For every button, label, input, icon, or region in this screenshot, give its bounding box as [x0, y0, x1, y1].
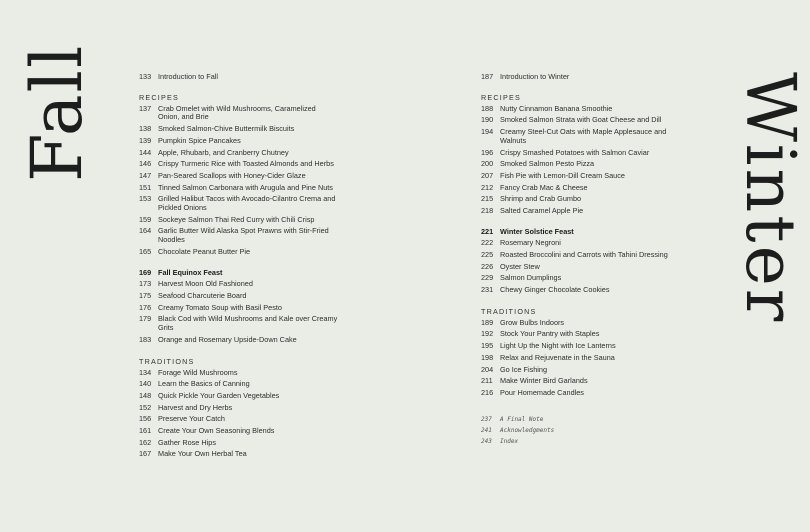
list-item[interactable]	[481, 149, 681, 158]
list-item[interactable]	[139, 216, 339, 225]
list-item[interactable]	[139, 404, 339, 413]
entry-title: Grow Bulbs Indoors	[500, 317, 565, 327]
list-item[interactable]	[481, 160, 681, 169]
page-number: 241	[481, 426, 492, 434]
page-number: 237	[481, 415, 492, 423]
entry-title: Creamy Steel-Cut Oats with Maple Applesauce and Walnuts	[500, 127, 667, 145]
list-item[interactable]	[139, 125, 339, 134]
page-number: 216	[481, 387, 494, 397]
entry-title: Harvest Moon Old Fashioned	[158, 279, 253, 289]
feast-entry[interactable]: 169 Fall Equinox Feast	[139, 267, 223, 277]
entry-title: Smoked Salmon Strata with Goat Cheese and Dill	[500, 115, 662, 125]
list-item[interactable]	[139, 369, 339, 378]
list-item[interactable]	[139, 439, 339, 448]
page-number: 151	[139, 182, 152, 192]
entry-title: Forage Wild Mushrooms	[158, 367, 238, 377]
page-number: 226	[481, 261, 494, 271]
page-number: 165	[139, 246, 152, 256]
list-item[interactable]	[139, 227, 339, 245]
list-item[interactable]	[139, 380, 339, 389]
page-number: 140	[139, 379, 152, 389]
fall-contents	[139, 73, 339, 462]
entry-title: Acknowledgments	[500, 426, 555, 434]
entry-title: Pumpkin Spice Pancakes	[158, 135, 241, 145]
entry-title: Chocolate Peanut Butter Pie	[158, 246, 251, 256]
list-item[interactable]	[481, 319, 681, 328]
list-item[interactable]	[139, 315, 339, 333]
page-number: 176	[139, 302, 152, 312]
list-item[interactable]	[481, 377, 681, 386]
page-number: 243	[481, 437, 492, 445]
entry-title: Orange and Rosemary Upside-Down Cake	[158, 334, 297, 344]
list-item[interactable]	[481, 251, 681, 260]
entry-title: Tinned Salmon Carbonara with Arugula and Pine Nuts	[158, 182, 333, 192]
page-number: 159	[139, 214, 152, 224]
recipes-heading: RECIPES	[481, 92, 521, 102]
page-number: 195	[481, 341, 494, 351]
list-item[interactable]	[481, 239, 681, 248]
page-number: 194	[481, 127, 494, 137]
page-number: 222	[481, 238, 494, 248]
entry-title: Crab Omelet with Wild Mushrooms, Caramelized Onion, and Brie	[158, 103, 316, 122]
list-item[interactable]	[481, 128, 681, 146]
entry-title: Rosemary Negroni	[500, 238, 561, 248]
section-title-fall: Fall	[16, 43, 98, 182]
list-item[interactable]	[139, 172, 339, 181]
page-number: 139	[139, 135, 152, 145]
page-number: 148	[139, 390, 152, 400]
page-number: 144	[139, 147, 152, 157]
list-item[interactable]	[481, 354, 681, 363]
list-item[interactable]	[139, 336, 339, 345]
entry-title: Index	[500, 437, 519, 445]
backmatter-list	[481, 416, 681, 446]
list-item[interactable]	[139, 160, 339, 169]
recipe-list	[481, 105, 681, 216]
page-number: 175	[139, 291, 152, 301]
page-number: 188	[481, 103, 494, 113]
entry-title: Make Winter Bird Garlands	[500, 376, 588, 386]
list-item[interactable]	[481, 274, 681, 283]
entry-title: Harvest and Dry Herbs	[158, 402, 233, 412]
page-number: 134	[139, 367, 152, 377]
intro-entry[interactable]: 133 Introduction to Fall	[139, 72, 219, 81]
entry-title: Apple, Rhubarb, and Cranberry Chutney	[158, 147, 289, 157]
entry-title: Go Ice Fishing	[500, 364, 548, 374]
list-item[interactable]	[139, 450, 339, 459]
traditions-list	[481, 319, 681, 398]
winter-contents	[481, 73, 681, 449]
page-number: 204	[481, 364, 494, 374]
page-number: 161	[139, 426, 152, 435]
list-item[interactable]	[481, 263, 681, 272]
list-item[interactable]	[481, 207, 681, 216]
entry-title: Make Your Own Herbal Tea	[158, 449, 247, 459]
entry-title: Oyster Stew	[500, 261, 540, 271]
page-number: 189	[481, 317, 494, 327]
page-number: 146	[139, 159, 152, 169]
entry-title: Preserve Your Catch	[158, 414, 225, 424]
entry-title: Pour Homemade Candles	[500, 387, 584, 397]
page-number: 215	[481, 194, 494, 204]
entry-title: Smoked Salmon-Chive Buttermilk Biscuits	[158, 124, 295, 134]
entry-title: Crispy Smashed Potatoes with Salmon Caviar	[500, 147, 650, 157]
list-item[interactable]	[481, 416, 681, 424]
list-item[interactable]	[139, 137, 339, 146]
page-number: 198	[481, 352, 494, 362]
recipes-heading: RECIPES	[139, 92, 179, 102]
page-number: 183	[139, 334, 152, 344]
entry-title: Sockeye Salmon Thai Red Curry with Chili Crisp	[158, 214, 315, 224]
page-number: 173	[139, 279, 152, 289]
list-item[interactable]	[139, 280, 339, 289]
entry-title: Fancy Crab Mac & Cheese	[500, 182, 588, 192]
entry-title: Garlic Butter Wild Alaska Spot Prawns with Stir-Fried Noodles	[158, 226, 329, 245]
section-title-winter: Winter	[730, 72, 809, 325]
entry-title: A Final Note	[500, 415, 544, 423]
list-item[interactable]	[481, 427, 681, 435]
page-number: 152	[139, 402, 152, 412]
list-item[interactable]	[481, 172, 681, 181]
entry-title: Quick Pickle Your Garden Vegetables	[158, 390, 280, 400]
list-item[interactable]	[481, 184, 681, 193]
list-item[interactable]	[139, 149, 339, 158]
list-item[interactable]	[481, 342, 681, 351]
list-item[interactable]	[481, 286, 681, 295]
feast-list	[139, 280, 339, 344]
page-number: 212	[481, 182, 494, 192]
list-item[interactable]	[139, 195, 339, 213]
page-number: 211	[481, 376, 493, 386]
list-item[interactable]	[139, 248, 339, 257]
page-number: 200	[481, 159, 494, 169]
entry-title: Salmon Dumplings	[500, 273, 562, 283]
page-number: 138	[139, 124, 152, 134]
page-number: 153	[139, 194, 152, 204]
list-item[interactable]	[481, 438, 681, 446]
list-item[interactable]	[139, 415, 339, 424]
entry-title: Smoked Salmon Pesto Pizza	[500, 159, 595, 169]
page-number: 231	[481, 285, 494, 295]
list-item[interactable]	[481, 366, 681, 375]
list-item[interactable]	[139, 427, 339, 436]
page-number: 218	[481, 205, 494, 215]
page-number: 192	[481, 329, 494, 339]
entry-title: Relax and Rejuvenate in the Sauna	[500, 352, 615, 362]
page-number: 179	[139, 314, 152, 324]
entry-title: Stock Your Pantry with Staples	[500, 329, 600, 339]
page-number: 156	[139, 414, 152, 424]
entry-title: Roasted Broccolini and Carrots with Tahini Dressing	[500, 250, 668, 260]
entry-title: Crispy Turmeric Rice with Toasted Almonds and Herbs	[158, 159, 334, 169]
page-number: 196	[481, 147, 494, 157]
list-item[interactable]	[481, 389, 681, 398]
page-number: 164	[139, 226, 152, 236]
feast-entry[interactable]: 221 Winter Solstice Feast	[481, 226, 574, 236]
entry-title: Create Your Own Seasoning Blends	[158, 426, 275, 435]
list-item[interactable]	[139, 392, 339, 401]
entry-title: Fish Pie with Lemon-Dill Cream Sauce	[500, 170, 625, 180]
page-number: 162	[139, 437, 152, 447]
list-item[interactable]	[139, 105, 339, 123]
traditions-heading: TRADITIONS	[481, 306, 537, 316]
feast-list	[481, 239, 681, 295]
page-number: 225	[481, 250, 494, 260]
entry-title: Black Cod with Wild Mushrooms and Kale over Creamy Grits	[158, 314, 338, 333]
list-item[interactable]	[481, 195, 681, 204]
entry-title: Gather Rose Hips	[158, 437, 216, 447]
page-number: 229	[481, 273, 494, 283]
entry-title: Nutty Cinnamon Banana Smoothie	[500, 103, 613, 113]
page-number: 137	[139, 103, 152, 113]
traditions-list	[139, 369, 339, 460]
list-item[interactable]	[139, 304, 339, 313]
intro-entry[interactable]: 187 Introduction to Winter	[481, 72, 570, 81]
entry-title: Pan-Seared Scallops with Honey-Cider Glaze	[158, 170, 306, 180]
list-item[interactable]	[481, 116, 681, 125]
entry-title: Chewy Ginger Chocolate Cookies	[500, 285, 610, 295]
page-number: 167	[139, 449, 152, 459]
list-item[interactable]	[139, 292, 339, 301]
entry-title: Light Up the Night with Ice Lanterns	[500, 341, 616, 351]
list-item[interactable]	[139, 184, 339, 193]
page-number: 190	[481, 115, 494, 125]
list-item[interactable]	[481, 330, 681, 339]
entry-title: Salted Caramel Apple Pie	[500, 205, 584, 215]
page-number: 207	[481, 170, 494, 180]
recipe-list	[139, 105, 339, 257]
entry-title: Grilled Halibut Tacos with Avocado-Cilantro Crema and Pickled Onions	[158, 194, 336, 213]
entry-title: Creamy Tomato Soup with Basil Pesto	[158, 302, 282, 312]
entry-title: Shrimp and Crab Gumbo	[500, 194, 582, 204]
entry-title: Learn the Basics of Canning	[158, 379, 250, 389]
list-item[interactable]	[481, 105, 681, 114]
traditions-heading: TRADITIONS	[139, 356, 195, 366]
entry-title: Seafood Charcuterie Board	[158, 291, 247, 301]
page-number: 147	[139, 170, 152, 180]
